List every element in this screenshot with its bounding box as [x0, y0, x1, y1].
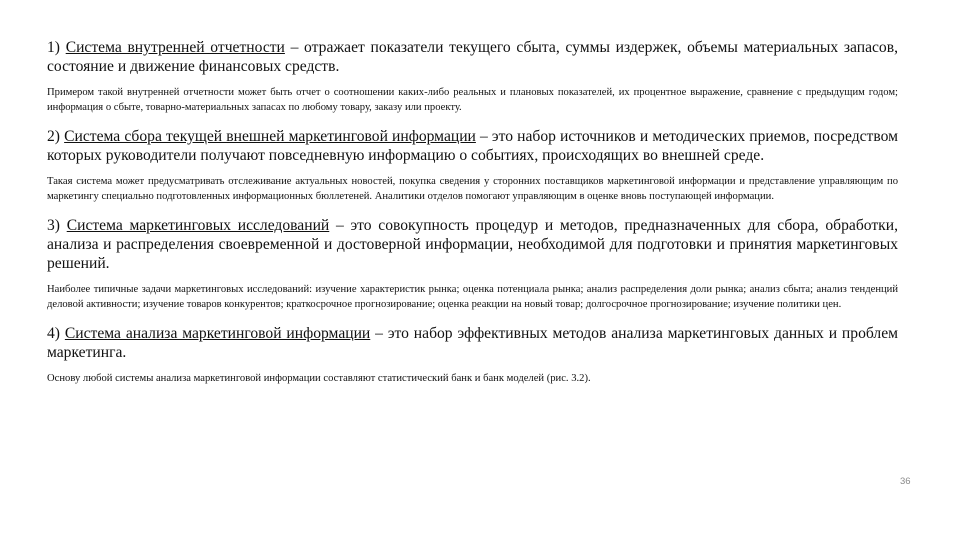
- item-4-definition: [47, 324, 898, 362]
- item-2: [47, 127, 898, 204]
- item-4-term: Система анализа маркетинговой информации: [64, 325, 371, 342]
- item-4-note: Основу любой системы анализа маркетинговой информации составляют статистический банк и банк моделей (рис. 3.2).: [47, 373, 591, 384]
- item-3: [47, 216, 898, 312]
- item-1-term: Система внутренней отчетности: [65, 39, 285, 56]
- item-4: [47, 324, 898, 386]
- item-3-note: Наиболее типичные задачи маркетинговых исследований: изучение характеристик рынка; оценка потенциала рынка; анализ распределения доли рынка; анализ сбыта; анализ тенденций деловой активности; изучение товаров конкурентов; краткосрочное прогнозирование; оценка реакции на новый товар; долгосрочное прогнозирование; изучение политики цен.: [47, 284, 898, 310]
- item-1-note: Примером такой внутренней отчетности может быть отчет о соотношении каких-либо реальных и плановых показателей, их процентное выражение, сравнение с предыдущим годом; информация о сбыте, товарно-материальных запасах по любому товару, заказу или проекту.: [47, 87, 898, 113]
- item-4-text: – это набор эффективных методов анализа маркетинговых данных и проблем маркетинга.: [47, 325, 898, 361]
- item-1-text: – отражает показатели текущего сбыта, суммы издержек, объемы материальных запасов, состояние и движение финансовых средств.: [47, 39, 898, 75]
- item-2-term: Система сбора текущей внешней маркетинговой информации: [64, 128, 476, 145]
- page-number: 36: [900, 476, 911, 487]
- item-1-number: 1): [47, 39, 60, 56]
- item-3-term: Система маркетинговых исследований: [66, 217, 330, 234]
- item-3-definition: [47, 216, 898, 273]
- item-1-definition: [47, 38, 898, 76]
- item-2-definition: [47, 127, 898, 165]
- item-3-text: – это совокупность процедур и методов, предназначенных для сбора, обработки, анализа и распределения своевременной и достоверной информации, необходимой для подготовки и принятия маркетинговых решений.: [47, 217, 898, 272]
- item-2-text: – это набор источников и методических приемов, посредством которых руководители получают повседневную информацию о событиях, происходящих во внешней среде.: [47, 128, 898, 164]
- item-1: [47, 38, 898, 115]
- item-2-note: Такая система может предусматривать отслеживание актуальных новостей, покупка сведения у сторонних поставщиков маркетинговой информации и представление управляющим по маркетингу специально подготовленных информационных бюллетеней. Аналитики отделов помогают управляющим в оценке вновь поступающей информации.: [47, 176, 898, 202]
- item-2-number: 2): [47, 128, 60, 145]
- item-4-number: 4): [47, 325, 60, 342]
- item-3-number: 3): [47, 217, 60, 234]
